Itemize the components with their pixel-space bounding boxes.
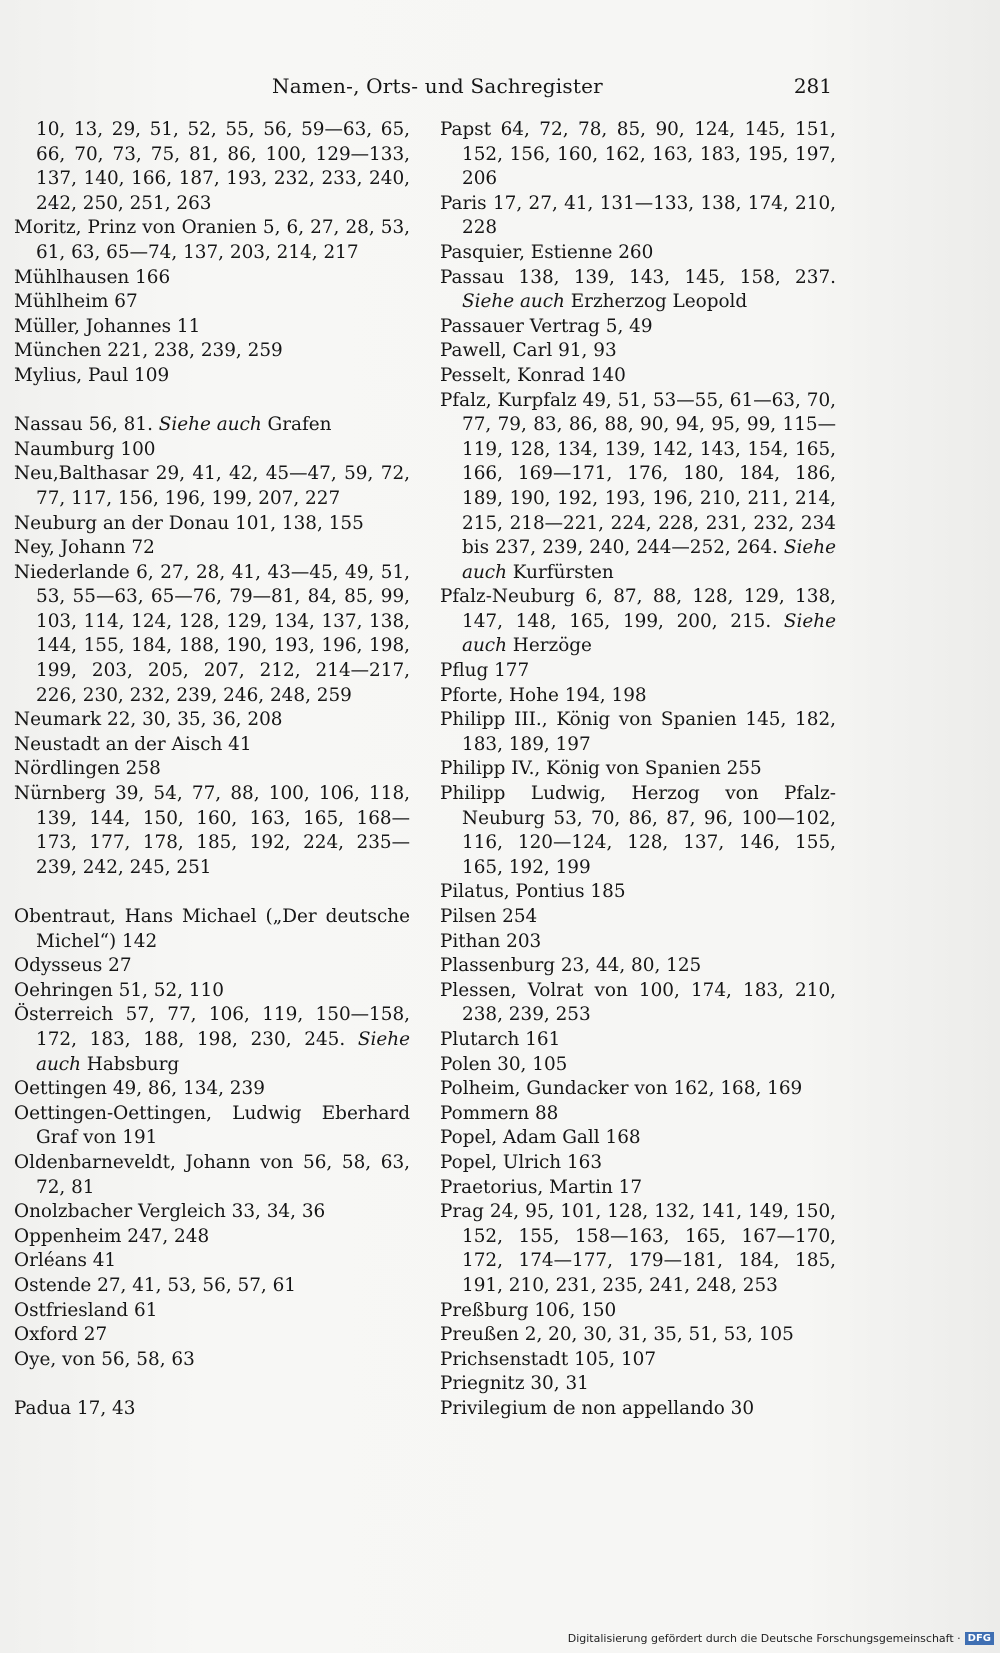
index-entry bbox=[440, 241, 836, 266]
index-entry bbox=[440, 930, 836, 955]
index-entry bbox=[14, 339, 410, 364]
entry-text: Oye, von 56, 58, 63 bbox=[14, 1348, 195, 1370]
index-entry bbox=[440, 192, 836, 241]
entry-text: Nördlingen 258 bbox=[14, 758, 161, 780]
index-entry bbox=[440, 880, 836, 905]
index-entry bbox=[440, 585, 836, 659]
index-entry bbox=[440, 1372, 836, 1397]
index-entry bbox=[440, 1028, 836, 1053]
entry-text: Oettingen-Oettingen, Ludwig Eberhard Graf von 191 bbox=[14, 1102, 410, 1149]
index-entry bbox=[14, 413, 410, 438]
entry-text: Popel, Adam Gall 168 bbox=[440, 1127, 641, 1149]
index-entry bbox=[14, 290, 410, 315]
letter-gap bbox=[14, 389, 410, 414]
index-entry bbox=[440, 1200, 836, 1298]
entry-text: Papst 64, 72, 78, 85, 90, 124, 145, 151, 152, 156, 160, 162, 163, 183, 195, 197, 206 bbox=[440, 119, 836, 190]
see-also-target: Herzöge bbox=[506, 635, 592, 657]
entry-text: Pawell, Carl 91, 93 bbox=[440, 340, 617, 362]
see-also-marker: Siehe auch bbox=[462, 610, 836, 657]
entry-text: Popel, Ulrich 163 bbox=[440, 1151, 603, 1173]
entry-text: Obentraut, Hans Michael („Der deutsche Michel“) 142 bbox=[14, 906, 410, 952]
see-also-target: Erzherzog Leopold bbox=[564, 291, 748, 313]
index-entry bbox=[14, 979, 410, 1004]
entry-text: Österreich 57, 77, 106, 119, 150—158, 172, 183, 188, 198, 230, 245. bbox=[14, 1004, 410, 1050]
index-entry bbox=[440, 315, 836, 340]
index-entry bbox=[14, 954, 410, 979]
index-entry bbox=[14, 364, 410, 389]
index-entry bbox=[14, 1323, 410, 1348]
index-entry bbox=[14, 1397, 410, 1422]
entry-text: Pilatus, Pontius 185 bbox=[440, 881, 626, 903]
index-entry bbox=[440, 266, 836, 315]
entry-text: Oppenheim 247, 248 bbox=[14, 1225, 210, 1247]
entry-text: Pflug 177 bbox=[440, 660, 530, 682]
see-also-marker: Siehe auch bbox=[158, 414, 262, 436]
entry-text: Ney, Johann 72 bbox=[14, 537, 155, 559]
index-entry bbox=[14, 438, 410, 463]
entry-text: Moritz, Prinz von Oranien 5, 6, 27, 28, 53, 61, 63, 65—74, 137, 203, 214, 217 bbox=[14, 217, 410, 263]
letter-gap bbox=[14, 1372, 410, 1397]
entry-text: Oettingen 49, 86, 134, 239 bbox=[14, 1078, 265, 1100]
entry-text: Mühlhausen 166 bbox=[14, 266, 171, 288]
entry-text: Philipp IV., König von Spanien 255 bbox=[440, 758, 762, 780]
index-entry bbox=[14, 1151, 410, 1200]
index-entry bbox=[440, 1176, 836, 1201]
see-also-target: Grafen bbox=[261, 414, 332, 436]
see-also-target: Habsburg bbox=[80, 1053, 180, 1075]
page-number: 281 bbox=[793, 74, 832, 98]
index-entry bbox=[14, 462, 410, 511]
index-entry bbox=[14, 315, 410, 340]
see-also-marker: Siehe auch bbox=[36, 1028, 410, 1075]
entry-text: Prichsenstadt 105, 107 bbox=[440, 1348, 657, 1370]
index-entry bbox=[440, 979, 836, 1028]
index-entry bbox=[14, 561, 410, 709]
letter-gap bbox=[14, 880, 410, 905]
index-entry bbox=[14, 782, 410, 880]
see-also-marker: Siehe auch bbox=[462, 537, 836, 583]
see-also-marker: Siehe auch bbox=[462, 291, 565, 313]
index-entry bbox=[14, 1200, 410, 1225]
entry-text: Philipp III., König von Spanien 145, 182, 183, 189, 197 bbox=[440, 709, 836, 755]
index-entry bbox=[440, 708, 836, 757]
entry-text: Pithan 203 bbox=[440, 930, 542, 952]
entry-text: Neustadt an der Aisch 41 bbox=[14, 733, 252, 755]
index-entry bbox=[14, 1003, 410, 1077]
entry-text: Pasquier, Estienne 260 bbox=[440, 241, 654, 263]
entry-text: Naumburg 100 bbox=[14, 438, 156, 460]
entry-text: Praetorius, Martin 17 bbox=[440, 1176, 643, 1198]
entry-text: Philipp Ludwig, Herzog von Pfalz-Neuburg 53, 70, 86, 87, 96, 100—102, 116, 120—124, 128, 137, 146, 155, 165, 192, 199 bbox=[440, 783, 836, 878]
entry-text: Niederlande 6, 27, 28, 41, 43—45, 49, 51, 53, 55—63, 65—76, 79—81, 84, 85, 99, 103, 114, 124, 128, 129, 134, 137, 138, 144, 155, 184, 188, 190, 193, 196, 198, 199, 203, 205, 207, 212, 214—217, 226, 230, 232, 239, 246, 248, 259 bbox=[14, 561, 410, 706]
index-entry bbox=[14, 266, 410, 291]
index-entry bbox=[14, 1249, 410, 1274]
index-entry bbox=[14, 733, 410, 758]
index-entry bbox=[14, 757, 410, 782]
index-entry bbox=[14, 216, 410, 265]
entry-text: Ostfriesland 61 bbox=[14, 1299, 158, 1321]
index-entry bbox=[440, 1102, 836, 1127]
entry-text: Polheim, Gundacker von 162, 168, 169 bbox=[440, 1078, 803, 1100]
entry-text: Privilegium de non appellando 30 bbox=[440, 1397, 755, 1419]
index-entry bbox=[440, 1053, 836, 1078]
index-entry bbox=[14, 708, 410, 733]
entry-text: Pfalz-Neuburg 6, 87, 88, 128, 129, 138, 147, 148, 165, 199, 200, 215. bbox=[440, 586, 836, 632]
index-entry bbox=[14, 1274, 410, 1299]
entry-text: Orléans 41 bbox=[14, 1250, 117, 1272]
entry-text: Plassenburg 23, 44, 80, 125 bbox=[440, 955, 702, 977]
index-entry bbox=[440, 1126, 836, 1151]
see-also-target: Kurfürsten bbox=[506, 561, 614, 583]
index-entry bbox=[440, 1077, 836, 1102]
entry-text: Priegnitz 30, 31 bbox=[440, 1373, 589, 1395]
index-entry bbox=[14, 1225, 410, 1250]
entry-text: Oxford 27 bbox=[14, 1324, 108, 1346]
index-entry bbox=[14, 512, 410, 537]
dfg-logo: DFG bbox=[965, 1632, 994, 1645]
entry-text: Oehringen 51, 52, 110 bbox=[14, 979, 224, 1001]
entry-text: Prag 24, 95, 101, 128, 132, 141, 149, 150, 152, 155, 158—163, 165, 167—170, 172, 174—177, 179—181, 184, 185, 191, 210, 231, 235, 241, 248, 253 bbox=[440, 1201, 836, 1296]
entry-text: Passau 138, 139, 143, 145, 158, 237. bbox=[440, 266, 836, 288]
entry-text: Preußen 2, 20, 30, 31, 35, 51, 53, 105 bbox=[440, 1324, 794, 1346]
index-entry bbox=[440, 659, 836, 684]
index-column-right bbox=[440, 118, 836, 1421]
index-entry bbox=[14, 118, 410, 216]
footer-credit bbox=[568, 1632, 994, 1645]
index-entry bbox=[440, 364, 836, 389]
entry-text: Passauer Vertrag 5, 49 bbox=[440, 315, 653, 337]
index-entry bbox=[440, 1299, 836, 1324]
entry-text: Müller, Johannes 11 bbox=[14, 315, 201, 337]
entry-text: Pommern 88 bbox=[440, 1102, 559, 1124]
index-entry bbox=[14, 905, 410, 954]
index-entry bbox=[440, 1151, 836, 1176]
index-entry bbox=[440, 339, 836, 364]
header-title: Namen-, Orts- und Sachregister bbox=[272, 74, 603, 98]
entry-text: Padua 17, 43 bbox=[14, 1397, 136, 1419]
index-entry bbox=[440, 782, 836, 880]
index-entry bbox=[440, 757, 836, 782]
index-entry bbox=[440, 1348, 836, 1373]
entry-text: Pilsen 254 bbox=[440, 906, 538, 927]
entry-text: Mühlheim 67 bbox=[14, 291, 138, 313]
entry-text: München 221, 238, 239, 259 bbox=[14, 340, 283, 362]
entry-text: Pforte, Hohe 194, 198 bbox=[440, 684, 647, 706]
index-entry bbox=[440, 1323, 836, 1348]
entry-text: Plessen, Volrat von 100, 174, 183, 210, 238, 239, 253 bbox=[440, 979, 836, 1026]
index-column-left bbox=[14, 118, 410, 1421]
entry-text: Onolzbacher Vergleich 33, 34, 36 bbox=[14, 1201, 326, 1223]
entry-text: Mylius, Paul 109 bbox=[14, 364, 170, 386]
index-entry bbox=[440, 1397, 836, 1422]
entry-text: Odysseus 27 bbox=[14, 955, 132, 977]
index-entry bbox=[14, 1348, 410, 1373]
index-entry bbox=[14, 1299, 410, 1324]
entry-text: Plutarch 161 bbox=[440, 1028, 561, 1050]
entry-text: Pfalz, Kurpfalz 49, 51, 53—55, 61—63, 70, 77, 79, 83, 86, 88, 90, 94, 95, 99, 115—119, 128, 134, 139, 142, 143, 154, 165, 166, 169—171, 176, 180, 184, 186, 189, 190, 192, 193, 196, 210, 211, 214, 215, 218—221, 224, 228, 231, 232, 234 bis 237, 239, 240, 244—252, 264. bbox=[440, 389, 836, 559]
footer-text: Digitalisierung gefördert durch die Deutsche Forschungsgemeinschaft · bbox=[567, 1632, 961, 1645]
index-entry bbox=[14, 536, 410, 561]
entry-text: Polen 30, 105 bbox=[440, 1053, 568, 1075]
entry-text: Oldenbarneveldt, Johann von 56, 58, 63, 72, 81 bbox=[14, 1151, 410, 1198]
entry-text: Pesselt, Konrad 140 bbox=[440, 364, 626, 386]
index-entry bbox=[440, 118, 836, 192]
index-entry bbox=[440, 905, 836, 930]
index-entry bbox=[14, 1077, 410, 1102]
entry-text: 10, 13, 29, 51, 52, 55, 56, 59—63, 65, 66, 70, 73, 75, 81, 86, 100, 129—133, 137, 140, 166, 187, 193, 232, 233, 240, 242, 250, 251, 263 bbox=[36, 119, 410, 214]
index-entry bbox=[14, 1102, 410, 1151]
index-entry bbox=[440, 389, 836, 586]
index-entry bbox=[440, 684, 836, 709]
entry-text: Preßburg 106, 150 bbox=[440, 1299, 617, 1321]
entry-text: Nürnberg 39, 54, 77, 88, 100, 106, 118, 139, 144, 150, 160, 163, 165, 168—173, 177, 178, 185, 192, 224, 235—239, 242, 245, 251 bbox=[14, 783, 410, 878]
running-header bbox=[272, 74, 832, 108]
index-entry bbox=[440, 954, 836, 979]
entry-text: Paris 17, 27, 41, 131—133, 138, 174, 210, 228 bbox=[440, 192, 836, 239]
entry-text: Nassau 56, 81. bbox=[14, 414, 159, 436]
entry-text: Neumark 22, 30, 35, 36, 208 bbox=[14, 709, 283, 731]
entry-text: Neu,Balthasar 29, 41, 42, 45—47, 59, 72, 77, 117, 156, 196, 199, 207, 227 bbox=[14, 463, 410, 509]
entry-text: Neuburg an der Donau 101, 138, 155 bbox=[14, 512, 364, 534]
entry-text: Ostende 27, 41, 53, 56, 57, 61 bbox=[14, 1274, 297, 1296]
